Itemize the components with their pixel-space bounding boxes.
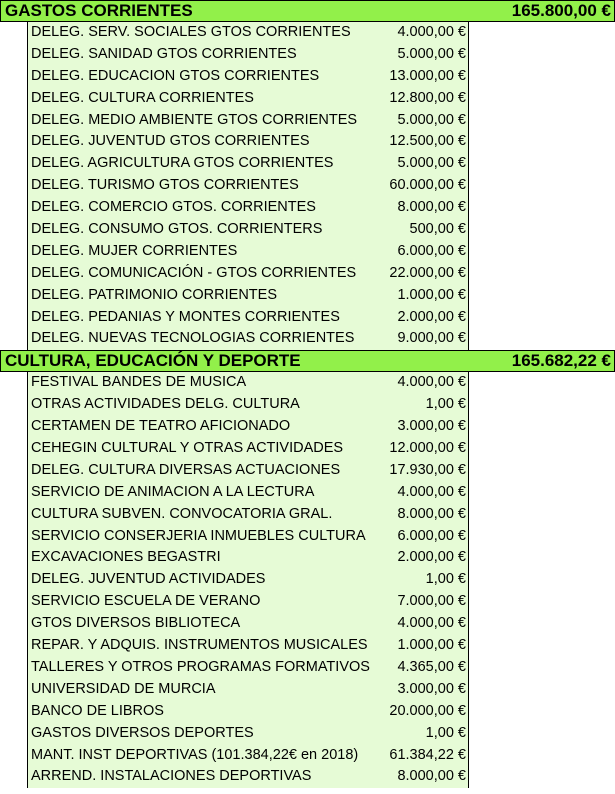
row-amount: 12.500,00 € (389, 133, 466, 150)
row-description: DELEG. SERV. SOCIALES GTOS CORRIENTES (31, 24, 351, 40)
table-row (28, 701, 468, 723)
row-description: DELEG. MUJER CORRIENTES (31, 242, 238, 259)
table-row (28, 613, 468, 635)
row-amount: 6.000,00 € (397, 527, 466, 544)
table-row (28, 745, 468, 767)
table-row (28, 482, 468, 504)
row-description: BANCO DE LIBROS (31, 702, 164, 719)
table-row (28, 131, 468, 153)
row-description: DELEG. EDUCACION GTOS CORRIENTES (31, 67, 320, 84)
row-amount: 8.000,00 € (397, 768, 466, 785)
section-rows (27, 372, 469, 788)
row-description: DELEG. JUVENTUD GTOS CORRIENTES (31, 133, 310, 150)
table-row (28, 372, 468, 394)
row-description: DELEG. CONSUMO GTOS. CORRIENTERS (31, 221, 323, 238)
row-amount: 20.000,00 € (389, 702, 466, 719)
row-description: CEHEGIN CULTURAL Y OTRAS ACTIVIDADES (31, 440, 344, 457)
row-amount: 4.000,00 € (397, 374, 466, 391)
table-row (28, 526, 468, 548)
table-row (28, 219, 468, 241)
table-row (28, 263, 468, 285)
row-amount: 1.000,00 € (397, 637, 466, 654)
table-row (28, 66, 468, 88)
table-row (28, 569, 468, 591)
table-row (28, 723, 468, 745)
row-description: SERVICIO ESCUELA DE VERANO (31, 593, 261, 610)
row-amount: 22.000,00 € (389, 264, 466, 281)
row-description: MANT. INST DEPORTIVAS (101.384,22€ en 2018) (31, 746, 359, 763)
section-total: 165.682,22 € (511, 351, 611, 371)
table-row (28, 394, 468, 416)
row-description: DELEG. NUEVAS TECNOLOGIAS CORRIENTES (31, 330, 355, 347)
row-amount: 4.365,00 € (397, 658, 466, 675)
row-description: CULTURA SUBVEN. CONVOCATORIA GRAL. (31, 505, 333, 522)
row-description: DELEG. COMUNICACIÓN - GTOS CORRIENTES (31, 264, 357, 281)
table-row (28, 635, 468, 657)
table-row (28, 460, 468, 482)
row-description: DELEG. CULTURA CORRIENTES (31, 89, 254, 106)
row-description: DELEG. CULTURA DIVERSAS ACTUACIONES (31, 461, 341, 478)
table-row (28, 657, 468, 679)
row-amount: 5.000,00 € (397, 155, 466, 172)
row-amount: 1,00 € (425, 571, 466, 588)
row-amount: 8.000,00 € (397, 199, 466, 216)
row-amount: 1,00 € (425, 396, 466, 413)
section-title: GASTOS CORRIENTES (5, 1, 193, 20)
row-amount: 12.800,00 € (389, 89, 466, 106)
row-amount: 60.000,00 € (389, 177, 466, 194)
table-row (28, 285, 468, 307)
table-row (28, 307, 468, 329)
table-row (28, 44, 468, 66)
table-row (28, 328, 468, 350)
row-description: DELEG. SANIDAD GTOS CORRIENTES (31, 45, 297, 62)
row-amount: 6.000,00 € (397, 242, 466, 259)
table-row (28, 416, 468, 438)
row-description: GASTOS DIVERSOS DEPORTES (31, 724, 254, 741)
table-row (28, 679, 468, 701)
table-row (28, 241, 468, 263)
row-description: SERVICIO DE ANIMACION A LA LECTURA (31, 483, 315, 500)
row-description: DELEG. JUVENTUD ACTIVIDADES (31, 571, 266, 588)
table-row (28, 153, 468, 175)
row-description: ARREND. INSTALACIONES DEPORTIVAS (31, 768, 312, 785)
row-amount: 61.384,22 € (389, 746, 466, 763)
row-amount: 17.930,00 € (389, 461, 466, 478)
table-row (28, 547, 468, 569)
table-row (28, 591, 468, 613)
row-amount: 2.000,00 € (397, 549, 466, 566)
section-title: CULTURA, EDUCACIÓN Y DEPORTE (5, 351, 301, 371)
row-amount: 1,00 € (425, 724, 466, 741)
row-amount: 5.000,00 € (397, 45, 466, 62)
row-amount: 3.000,00 € (397, 680, 466, 697)
row-amount: 13.000,00 € (389, 67, 466, 84)
row-description: FESTIVAL BANDES DE MUSICA (31, 374, 247, 391)
row-amount: 4.000,00 € (397, 483, 466, 500)
row-amount: 3.000,00 € (397, 418, 466, 435)
row-description: DELEG. PEDANIAS Y MONTES CORRIENTES (31, 308, 340, 325)
row-amount: 9.000,00 € (397, 330, 466, 347)
row-description: CERTAMEN DE TEATRO AFICIONADO (31, 418, 291, 435)
row-amount: 8.000,00 € (397, 505, 466, 522)
row-description: DELEG. COMERCIO GTOS. CORRIENTES (31, 199, 316, 216)
table-row (28, 766, 468, 788)
table-row (28, 88, 468, 110)
row-description: OTRAS ACTIVIDADES DELG. CULTURA (31, 396, 300, 413)
section-header (0, 0, 615, 22)
row-description: DELEG. TURISMO GTOS CORRIENTES (31, 177, 299, 194)
row-amount: 7.000,00 € (397, 593, 466, 610)
row-amount: 4.000,00 € (397, 615, 466, 632)
row-amount: 5.000,00 € (397, 111, 466, 128)
row-description: UNIVERSIDAD DE MURCIA (31, 680, 216, 697)
row-description: REPAR. Y ADQUIS. INSTRUMENTOS MUSICALES (31, 637, 368, 654)
row-description: EXCAVACIONES BEGASTRI (31, 549, 221, 566)
row-amount: 4.000,00 € (397, 24, 466, 40)
table-row (28, 197, 468, 219)
row-amount: 1.000,00 € (397, 286, 466, 303)
row-description: GTOS DIVERSOS BIBLIOTECA (31, 615, 241, 632)
table-row (28, 22, 468, 44)
row-description: DELEG. AGRICULTURA GTOS CORRIENTES (31, 155, 334, 172)
table-row (28, 504, 468, 526)
table-row (28, 110, 468, 132)
row-amount: 500,00 € (409, 221, 466, 238)
row-amount: 2.000,00 € (397, 308, 466, 325)
row-description: SERVICIO CONSERJERIA INMUEBLES CULTURA (31, 527, 366, 544)
section-total: 165.800,00 € (511, 1, 611, 20)
row-description: TALLERES Y OTROS PROGRAMAS FORMATIVOS (31, 658, 370, 675)
section-rows (27, 22, 469, 350)
row-amount: 12.000,00 € (389, 440, 466, 457)
section-header (0, 350, 615, 372)
row-description: DELEG. PATRIMONIO CORRIENTES (31, 286, 277, 303)
row-description: DELEG. MEDIO AMBIENTE GTOS CORRIENTES (31, 111, 358, 128)
table-row (28, 175, 468, 197)
table-row (28, 438, 468, 460)
